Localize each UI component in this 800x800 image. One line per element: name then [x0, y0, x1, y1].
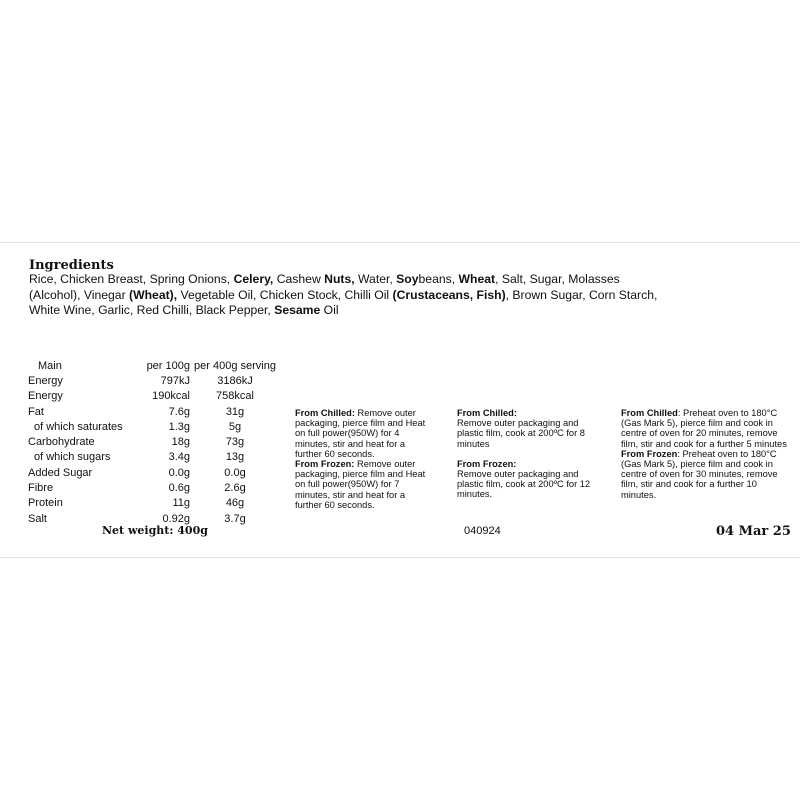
top-divider: [0, 242, 800, 243]
oven-instructions: [621, 408, 791, 500]
per-serving-value: 31g: [225, 405, 245, 418]
per-serving-value: 2.6g: [224, 482, 246, 495]
use-by-date: 04 Mar 25: [716, 524, 791, 539]
nutrition-row: [28, 404, 280, 419]
microwave-frozen-text: Remove outer packaging, pierce film and Heat on full power(950W) for 7 minutes, stir and heat for a further 60 seconds.: [295, 459, 426, 510]
nutrient-name: Protein: [28, 497, 63, 510]
header-per-serving: per 400g serving: [194, 359, 276, 372]
pan-frozen-label: From Frozen:: [457, 458, 517, 469]
allergen-text: (Crustaceans, Fish): [392, 287, 506, 302]
ingredient-text: Water,: [354, 272, 397, 286]
allergen-text: Nuts,: [324, 272, 355, 286]
nutrient-name: Energy: [28, 390, 63, 403]
bottom-divider: [0, 557, 800, 558]
nutrient-name: Added Sugar: [28, 466, 93, 479]
ingredient-text: Oil: [320, 303, 339, 317]
per-100g-value: 0.0g: [168, 466, 190, 479]
nutrient-name: of which saturates: [34, 420, 123, 433]
batch-code: 040924: [464, 525, 501, 537]
per-serving-value: 3186kJ: [217, 374, 253, 387]
per-100g-value: 18g: [171, 436, 190, 449]
ingredient-text: Vegetable Oil, Chicken Stock, Chilli Oil: [177, 287, 393, 302]
per-serving-value: 13g: [225, 451, 245, 464]
per-100g-value: 0.6g: [168, 482, 190, 495]
nutrient-name: Fat: [28, 405, 44, 418]
per-100g-value: 3.4g: [168, 451, 190, 464]
nutrition-row: [28, 373, 280, 388]
per-100g-value: 11g: [172, 497, 190, 510]
ingredient-text: , Salt, Sugar, Molasses (Alcohol), Vinegar: [29, 272, 620, 302]
per-serving-value: 73g: [225, 436, 245, 449]
microwave-instructions: [295, 408, 430, 510]
per-serving-value: 758kcal: [216, 390, 254, 403]
microwave-frozen-label: From Frozen:: [295, 459, 355, 470]
nutrition-row: [28, 389, 280, 404]
oven-chilled-text: : Preheat oven to 180°C (Gas Mark 5), pierce film and cook in centre of oven for 20 minutes, remove film, stir and cook for a further 5 minutes: [621, 408, 787, 449]
nutrient-name: Salt: [28, 512, 47, 525]
ingredients-heading: Ingredients: [29, 258, 114, 273]
nutrient-name: Energy: [28, 374, 63, 387]
pan-frozen-text: Remove outer packaging and plastic film, cook at 200ºC for 12 minutes.: [457, 469, 591, 500]
per-serving-value: 46g: [225, 497, 245, 510]
nutrition-table: [28, 358, 280, 526]
per-100g-value: 1.3g: [168, 420, 190, 433]
pan-chilled-label: From Chilled:: [457, 408, 517, 418]
allergen-text: (Wheat),: [129, 287, 178, 302]
per-serving-value: 5g: [228, 420, 242, 433]
ingredient-text: , Brown Sugar, Corn Starch, White Wine, Garlic, Red Chilli, Black Pepper,: [29, 287, 658, 317]
oven-chilled-label: From Chilled: [621, 408, 678, 418]
per-serving-value: 0.0g: [224, 466, 246, 479]
per-100g-value: 797kJ: [160, 374, 190, 387]
per-100g-value: 7.6g: [168, 405, 190, 418]
per-serving-value: 3.7g: [224, 512, 246, 525]
allergen-text: Soy: [396, 272, 419, 286]
pan-instructions: [457, 408, 597, 500]
nutrition-row: [28, 434, 280, 449]
oven-frozen-text: : Preheat oven to 180°C (Gas Mark 5), pierce film and cook in centre of oven for 30 minutes, remove film, stir and cook for a further 10 minutes.: [621, 448, 778, 500]
allergen-text: Celery,: [233, 272, 274, 286]
oven-chilled: [621, 408, 791, 449]
nutrition-row: [28, 496, 280, 511]
nutrition-row: [28, 465, 280, 480]
allergen-text: Sesame: [274, 303, 321, 317]
per-100g-value: 190kcal: [152, 390, 190, 403]
nutrient-name: of which sugars: [34, 451, 111, 464]
ingredient-text: Cashew: [273, 272, 325, 286]
pan-chilled-label-line: [457, 408, 597, 418]
ingredients-list: [29, 272, 669, 319]
pan-chilled-text: Remove outer packaging and plastic film, cook at 200ºC for 8 minutes: [457, 418, 585, 449]
ingredient-text: Rice, Chicken Breast, Spring Onions,: [29, 272, 234, 286]
nutrition-row: [28, 480, 280, 495]
microwave-frozen: [295, 459, 430, 510]
nutrient-name: Carbohydrate: [28, 436, 95, 449]
ingredient-text: beans,: [418, 272, 459, 286]
microwave-chilled: [295, 408, 430, 459]
header-main: Main: [38, 359, 62, 372]
microwave-chilled-text: Remove outer packaging, pierce film and Heat on full power(950W) for 4 minutes, stir and heat for a further 60 seconds.: [295, 408, 426, 459]
header-per-100g: per 100g: [146, 359, 190, 372]
nutrition-header-row: [28, 358, 280, 373]
oven-frozen: [621, 449, 791, 500]
allergen-text: Wheat: [458, 272, 496, 286]
net-weight: Net weight: 400g: [102, 524, 208, 537]
oven-frozen-label: From Frozen: [621, 448, 678, 459]
microwave-chilled-label: From Chilled:: [295, 408, 355, 418]
nutrient-name: Fibre: [28, 482, 54, 495]
per-100g-value: 0.92g: [162, 512, 190, 525]
nutrition-row: [28, 419, 280, 434]
nutrition-row: [28, 450, 280, 465]
pan-frozen-label-line: [457, 459, 597, 469]
